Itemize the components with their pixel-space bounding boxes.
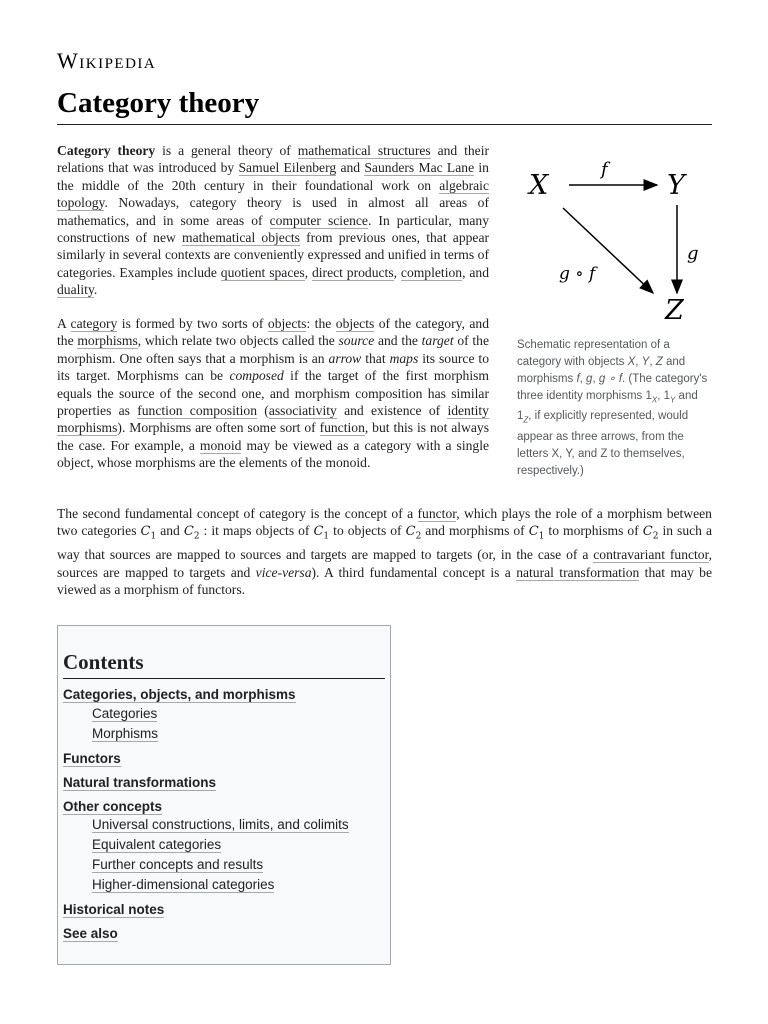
toc-item-natural-transformations[interactable]: Natural transformations [63,775,217,790]
toc-item-further-concepts[interactable]: Further concepts and results [92,857,264,872]
link-category[interactable]: category [70,316,118,331]
toc-title: Contents [63,650,385,679]
link-mathematical-objects[interactable]: mathematical objects [182,230,300,246]
link-samuel-eilenberg[interactable]: Samuel Eilenberg [238,160,337,176]
link-algebraic-topology[interactable]: algebraic topology [57,177,489,211]
link-duality[interactable]: duality [57,282,94,298]
link-completion[interactable]: completion [400,264,463,280]
toc-item-see-also[interactable]: See also [63,926,118,941]
link-natural-transformation[interactable]: natural transformation [516,564,640,580]
object-x: X [529,170,549,201]
toc-item-categories[interactable]: Categories [92,706,158,721]
link-monoid[interactable]: monoid [199,437,242,453]
link-associativity[interactable]: associativity [268,403,337,419]
toc-item-higher-dimensional[interactable]: Higher-dimensional categories [92,877,275,892]
link-direct-products[interactable]: direct products [311,264,394,280]
label-gof: g ∘ f [559,264,596,284]
category-diagram[interactable] [507,145,712,325]
wikipedia-logo[interactable]: Wikipedia [57,48,157,73]
toc-item-categories-objects-morphisms[interactable]: Categories, objects, and morphisms [63,687,296,702]
object-y: Y [667,170,685,201]
toc-item-universal-constructions[interactable]: Universal constructions, limits, and colimits [92,817,349,832]
link-function-composition[interactable]: function composition [137,403,258,419]
category-paragraph: A category is formed by two sorts of objects: the objects of the category, and the morphisms, which relate two objects called the source and the target of the morphism. One often says that a morphism is an arrow that maps its source to its target. Morphisms can be composed if the target of the first morphism equals the source of the second one, and morphism composition has similar properties as function composition (associativity and existence of identity morphisms). Morphisms are often some sort of function, but this is not always the case. For example, a monoid may be viewed as a category with a single object, whose morphisms are the elements of the monoid. [57,316,490,471]
link-functor[interactable]: functor [417,506,457,521]
link-function[interactable]: function [319,420,365,436]
intro-paragraph: Category theory is a general theory of mathematical structures and their relations that was introduced by Samuel Eilenberg and Saunders Mac Lane in the middle of the 20th century in their foundational work on algebraic topology. Nowadays, category theory is used in almost all areas of mathematics, and in some areas of computer science. In particular, many constructions of new mathematical objects from previous ones, that appear similarly in several contexts are conveniently expressed and unified in terms of categories. Examples include quotient spaces, direct products, completion, and duality. [57,143,490,298]
toc-item-functors[interactable]: Functors [63,751,121,766]
label-f: f [601,159,608,180]
link-contravariant-functor[interactable]: contravariant functor [593,547,709,563]
lead-term: Category theory [57,143,156,158]
toc-item-equivalent-categories[interactable]: Equivalent categories [92,837,222,852]
toc-item-morphisms[interactable]: Morphisms [92,726,159,741]
figure-caption: Schematic representation of a category with objects X, Y, Z and morphisms f, g, g ∘ f. (The category's three identity morphisms $1_X$, $1_Y$ and $1_Z$, if explicitly represented, would appear as three arrows, from the letters X, Y, and Z to themselves, respectively.) [517,339,708,477]
label-g: g [687,243,699,264]
link-quotient-spaces[interactable]: quotient spaces [220,264,305,280]
link-identity-morphisms[interactable]: identity morphisms [57,403,489,436]
toc-item-other-concepts[interactable]: Other concepts [63,799,163,814]
object-z: Z [665,295,684,325]
page-title: Category theory [57,87,712,125]
link-morphisms[interactable]: morphisms [77,333,138,349]
link-mathematical-structures[interactable]: mathematical structures [297,143,431,158]
toc-item-historical-notes[interactable]: Historical notes [63,902,165,917]
link-objects[interactable]: objects [267,316,307,331]
link-objects-category[interactable]: objects [335,316,375,331]
link-saunders-mac-lane[interactable]: Saunders Mac Lane [364,160,475,176]
table-of-contents [57,625,391,965]
functor-paragraph: The second fundamental concept of category is the concept of a functor, which plays the role of a morphism between two categories $C_1$ and $C_2$ : it maps objects of $C_1$ to objects of $C_2$ and morphisms of $C_1$ to morphisms of $C_2$ in such a way that sources are mapped to sources and targets are mapped to targets (or, in the case of a contravariant functor, sources are mapped to targets and vice-versa). A third fundamental concept is a natural transformation that may be viewed as a morphism of functors. [57,506,713,598]
link-computer-science[interactable]: computer science [269,212,368,228]
